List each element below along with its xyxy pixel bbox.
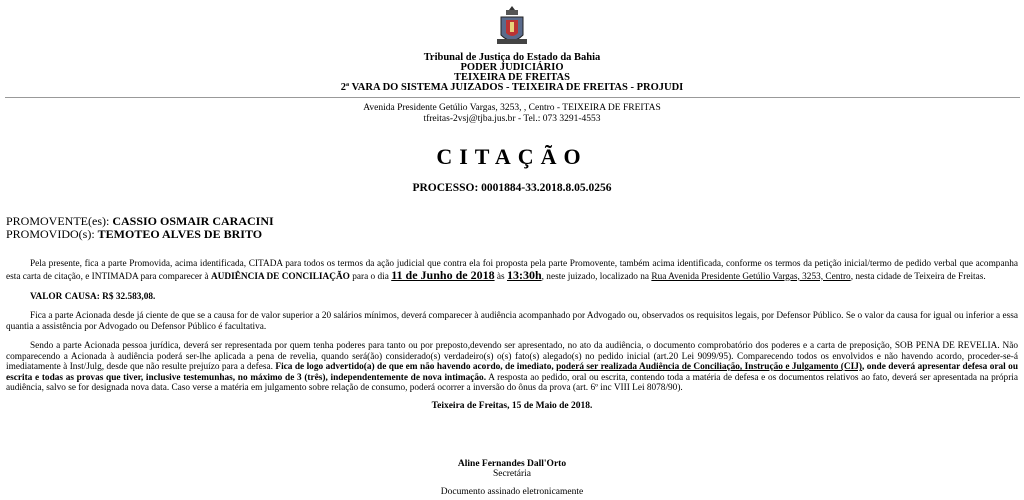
case-value: R$ 32.583,08.: [102, 292, 156, 302]
promovente-line: [6, 215, 274, 227]
promovido-name: TEMOTEO ALVES DE BRITO: [97, 227, 263, 241]
place-date: Teixeira de Freitas, 15 de Maio de 2018.: [431, 401, 593, 411]
p3-warning-a: Fica de logo advertido(a) de que em não havendo acordo, de imediato,: [275, 362, 557, 373]
promovido-line: [6, 228, 262, 240]
p3-text-b: A resposta ao pedido, oral ou escrita, contendo toda a matéria de defesa e os documentos relativos ao fato, deverá ser apresentada na própria audiência, salvo se for designada nova data. Caso verse a matéria em julgamento sobre relação de consumo, poderá ocorrer a inversão do ônus da prova (art. 6º inc VIII Lei 8078/90).: [6, 372, 1019, 394]
representation-paragraph: [6, 341, 1018, 394]
p1-text-c: às: [494, 271, 507, 282]
p3-warning-b: , onde deverá apresentar defesa oral ou escrita e todas as provas que tiver, inclusive testemunhas, no máximo de 3 (três), independentemente de nova intimação.: [6, 362, 1018, 383]
header-divider: [5, 97, 1020, 98]
hearing-place: Rua Avenida Presidente Getúlio Vargas, 3253, Centro: [651, 271, 851, 282]
signer-role: Secretária: [493, 469, 531, 479]
power-name: PODER JUDICIÁRIO: [460, 62, 564, 73]
signer-name: Aline Fernandes Dall'Orto: [457, 459, 567, 469]
p1-text-a: Pela presente, fica a parte Promovida, acima identificada, CITADA para todos os termos da ação judicial que contra ela foi proposta pela parte Promovente, também acima identificada, conforme os termos da petição inicial/termo de pedido verbal que acompanha esta carta de citação, e INTIMADA para comparecer à: [6, 259, 1018, 282]
process-label: PROCESSO:: [412, 182, 479, 194]
p2-text: Fica a parte Acionada desde já ciente de que se a causa for de valor superior a 20 salários mínimos, deverá comparecer à audiência acompanhado por Advogado ou, observados os requisitos legais, por Defensor Público. Se o valor da causa for igual ou inferior a essa quantia a assistência por Advogado ou Defensor Público é facultativa.: [6, 311, 1018, 332]
p1-text-e: , nesta cidade de Teixeira de Freitas.: [850, 271, 986, 282]
p3-warning-hearing: poderá ser realizada Audiência de Conciliação, Instrução e Julgamento (CIJ): [556, 362, 862, 373]
signature-note: Documento assinado eletronicamente: [440, 487, 584, 497]
process-number: 0001884-33.2018.8.05.0256: [481, 182, 612, 194]
court-contact: tfreitas-2vsj@tjba.jus.br - Tel.: 073 3291-4553: [423, 114, 601, 124]
promovente-label: PROMOVENTE(es):: [6, 214, 110, 228]
document-title: CITAÇÃO: [436, 144, 588, 169]
hearing-time: 13:30h: [506, 267, 542, 282]
p1-text-d: , neste juizado, localizado na: [541, 271, 652, 282]
promovente-name: CASSIO OSMAIR CARACINI: [112, 214, 274, 228]
court-name: Tribunal de Justiça do Estado da Bahia: [423, 52, 601, 63]
city-name: TEIXEIRA DE FREITAS: [454, 72, 570, 83]
process-line: [0, 182, 1024, 194]
hearing-type: AUDIÊNCIA DE CONCILIAÇÃO: [210, 271, 350, 282]
case-value-label: VALOR CAUSA:: [30, 292, 100, 302]
court-unit: 2ª VARA DO SISTEMA JUIZADOS - TEIXEIRA DE FREITAS - PROJUDI: [340, 82, 684, 93]
p1-text-b: para o dia: [349, 271, 392, 282]
case-value-line: [6, 292, 1018, 303]
promovido-label: PROMOVIDO(s):: [6, 227, 95, 241]
court-address: Avenida Presidente Getúlio Vargas, 3253, , Centro - TEIXEIRA DE FREITAS: [363, 103, 661, 113]
p3-text-a: Sendo a parte Acionada pessoa jurídica, deverá ser representada por quem tenha poderes para tanto ou por preposto,devendo ser apresentado, no ato da audiência, o documento comprobatório dos poderes e a carta de preposição, SOB PENA DE REVELIA. Não comparecendo a Acionada à audiência poderá ser-lhe aplicada a pena de revelia, quando será(ão) considerado(s) verdadeiro(s) o(s) fato(s) alegado(s) no pedido inicial (art.20 Lei 9099/95). Comparecendo todos os envolvidos e não havendo acordo, proceder-se-á imediatamente à Inst/Julg, desde que não resulte prejuízo para a defesa.: [6, 341, 1018, 373]
citation-paragraph: [6, 259, 1018, 282]
court-seal-icon: [497, 5, 527, 47]
lawyer-paragraph: [6, 311, 1018, 332]
hearing-date: 11 de Junho de 2018: [391, 267, 495, 282]
